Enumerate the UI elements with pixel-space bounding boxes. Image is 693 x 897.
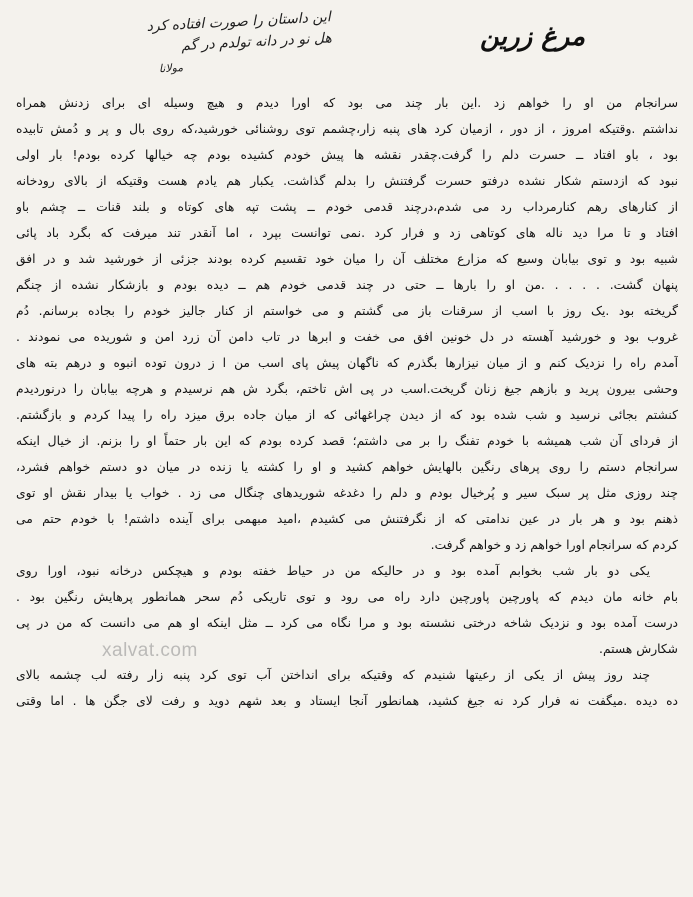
text-line-19: یکی دو بار شب بخوابم آمده بود و در حالیکه من در حیاط خفته بودم و هیچکس درخانه نبود، اورا روی <box>16 564 650 578</box>
text-line-4: نبود که ازدستم شکار نشده درفتو حسرت گرفتنش را بدلم گذاشت. یکبار هم یادم هست وقتیکه از بالای رودخانه <box>16 174 678 188</box>
handwritten-note <box>71 7 334 84</box>
text-line-18: کردم که سرانجام اورا خواهم زد و خواهم گرفت. <box>430 538 678 552</box>
text-line-12: وحشی بیرون پرید و بازهم جیغ زنان گریخت.اسب در پی اش تاختم، بگرد ش هم نرسیدم و هرچه بیابان را درنوردیدم <box>16 382 678 396</box>
text-line-9: گریخته بود .یک روز با اسب از سرقنات باز می گشتم و می خواستم از کنار جالیز خودم را بجاده برسانم. دُم <box>16 304 678 318</box>
text-line-15: سرانجام دستم را روی پرهای رنگین بالهایش خواهم کشید و او را کشته یا زنده در میان دو دستم خواهم فشرد، <box>16 460 678 474</box>
text-line-8: پنهان گشت. . . . . .من او را بارها ــ حتی در چند قدمی خودم هم ــ دیده بودم و بازشکار نشده از چنگم <box>16 278 678 292</box>
text-line-6: افتاد و تا مرا دید ناله های کوتاهی زد و فرار کرد .نمی توانست بپرد ، اما آنقدر تند میرفت که بگرد باد پائی <box>16 226 678 240</box>
handwritten-note-line-1: این داستان را صورت افتاده کرد <box>146 9 332 35</box>
handwritten-signature: مولانا <box>158 61 184 76</box>
text-line-23: چند روز پیش از یکی از رعیتها شنیدم که وقتیکه برای انداختن آب توی کرد پنبه زار رفته لب چشمه بالای <box>16 668 650 682</box>
text-line-7: شبیه بود و توی بیابان وسیع که مزارع مختلف آن را میان خود تقسیم کرده بودند جزئی از خورشید شد و در افق <box>16 252 678 266</box>
text-line-14: از فردای آن شب همیشه با خودم تفنگ را بر می داشتم؛ قصد کرده بودم که این بار حتماً او را بزنم. از خیال اینکه <box>16 434 678 448</box>
text-line-1: سرانجام من او را خواهم زد .این بار چند می بود که اورا دیدم و هیچ وسیله ای برای زدنش همراه <box>16 96 678 110</box>
text-line-2: نداشتم .وقتیکه امروز ، از دور ، ازمیان کرد های پنبه زار،چشمم توی روشنائی خورشید،که روی بال و پر و دُمش تابیده <box>16 122 678 136</box>
text-line-16: چند روزی مثل پر سبک سیر و پُرخیال بودم و دلم را دغدغه شوریدهای چنگال می زد . خواب یا بیدار نقش او توی <box>16 486 678 500</box>
text-line-17: ذهنم بود و هر بار در عین ندامتی که از نگرفتنش می کشیدم ،امید مبهمی برای آینده داشتم! با خودم حتم می <box>16 512 678 526</box>
text-line-11: آمدم راه را نزدیک کنم و از میان نیزارها بگذرم که ناگهان پیش پای اسب من ا ز درون توده انبوه و درهم بته های <box>16 356 678 370</box>
text-line-21: درست آمده بود و نزدیک شاخه درختی نشسته بود و مرا نگاه می کرد ــ مثل اینکه او هم می دانست که من در پی <box>16 616 678 630</box>
text-line-5: از کنارهای رهم کنارمرداب رد می شدم،درچند قدمی خودم ــ پشت تپه های کوتاه و بلند قنات ــ چشم باو <box>16 200 678 214</box>
story-body <box>16 90 678 714</box>
text-line-3: بود ، باو افتاد ــ حسرت دلم را گرفت.چقدر نقشه ها پیش خودم کشیده بودم چه خیالها کرده بودم! بار اولی <box>16 148 678 162</box>
text-line-22: شکارش هستم. <box>599 642 678 656</box>
story-title: مرغ زرین <box>480 22 585 52</box>
text-line-13: کنشتم بجائی نرسید و شب شده بود که از دیدن چراغهائی که از میان جاده برق میزد راه را پیدا کردم و بازگشتم. <box>16 408 678 422</box>
handwritten-note-line-2: هل نو در دانه تولدم در گم <box>180 30 333 55</box>
text-line-20: بام خانه مان دیدم که پاورچین پاورچین دارد راه می رود و توی تاریکی دُم سحر همانطور پرهایش رنگین بود . <box>16 590 678 604</box>
watermark: xalvat.com <box>102 640 198 661</box>
text-line-24: ده دیده .میگفت نه فرار کرد نه جیغ کشید، همانطور آنجا ایستاد و بعد شهم دوید و رفت لای جگن ها . اما وقتی <box>16 694 678 708</box>
text-line-10: غروب بود و خورشید آهسته در دل خونین افق می خفت و ابرها در تاب دامن آن زرد امن و شوریده می نمودند . <box>16 330 678 344</box>
